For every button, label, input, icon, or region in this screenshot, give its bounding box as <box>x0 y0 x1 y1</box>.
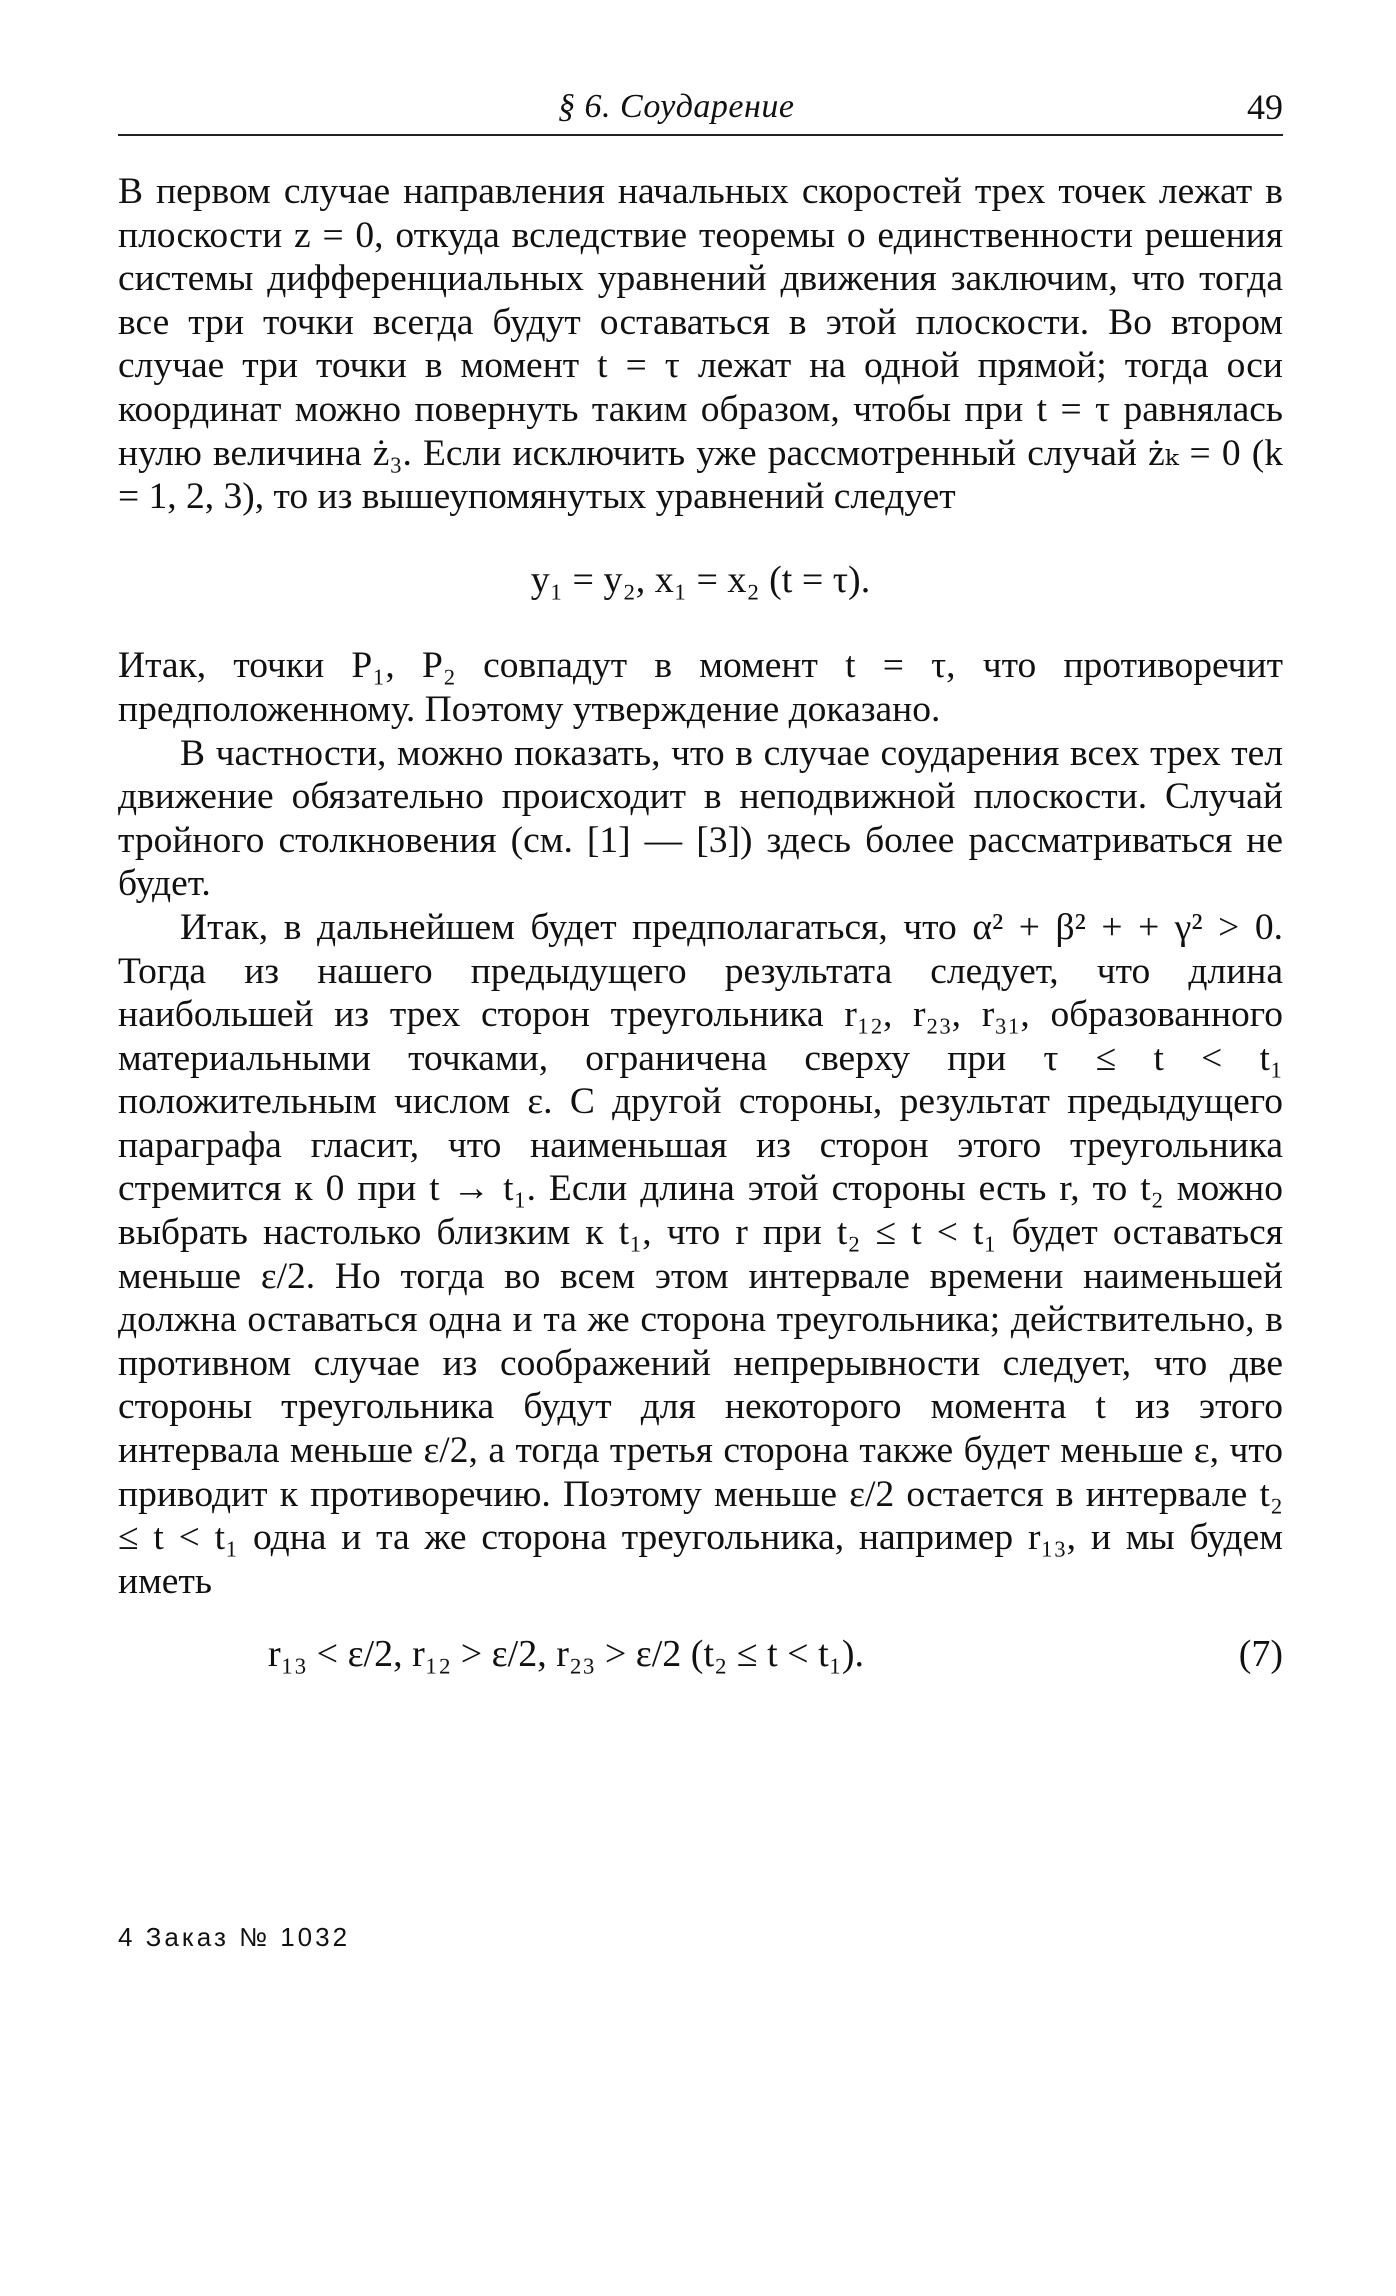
paragraph-2: Итак, точки P₁, P₂ совпадут в момент t = τ, что противоречит предположенному. Поэтому утверждение доказано. <box>118 645 1283 730</box>
page-number: 49 <box>1247 87 1283 127</box>
main-text <box>118 170 1283 1685</box>
paragraph-1: В первом случае направления начальных скоростей трех точек лежат в плоскости z = 0, откуда вследствие теоремы о единственности решения системы дифференциальных уравнений движения заключим, что тогда все три точки всегда будут оставаться в этой плоскости. Во втором случае три точки в момент t = τ лежат на одной прямой; тогда оси координат можно повернуть таким образом, чтобы при t = τ равнялась нулю величина ż₃. Если исключить уже рассмотренный случай żₖ = 0 (k = 1, 2, 3), то из вышеупомянутых уравнений следует <box>118 171 1283 518</box>
equation-7-expression: r₁₃ < ε/2, r₁₂ > ε/2, r₂₃ > ε/2 (t₂ ≤ t < t₁). <box>268 1633 865 1676</box>
printer-signature-mark: 4 Заказ № 1032 <box>118 1922 351 1952</box>
equation-7 <box>118 1633 1283 1685</box>
section-title: § 6. Соударение <box>558 88 795 125</box>
paragraph-4: Итак, в дальнейшем будет предполагаться, что α² + β² + + γ² > 0. Тогда из нашего предыдущего результата следует, что длина наибольшей из трех сторон треугольника r₁₂, r₂₃, r₃₁, образованного материальными точками, ограничена сверху при τ ≤ t < t₁ положительным числом ε. С другой стороны, результат предыдущего параграфа гласит, что наименьшая из сторон этого треугольника стремится к 0 при t → t₁. Если длина этой стороны есть r, то t₂ можно выбрать настолько близким к t₁, что r при t₂ ≤ t < t₁ будет оставаться меньше ε/2. Но тогда во всем этом интервале времени наименьшей должна оставаться одна и та же сторона треугольника; действительно, в противном случае из соображений непрерывности следует, что две стороны треугольника будут для некоторого момента t из этого интервала меньше ε/2, а тогда третья сторона также будет меньше ε, что приводит к противоречию. Поэтому меньше ε/2 остается в интервале t₂ ≤ t < t₁ одна и та же сторона треугольника, например r₁₃, и мы будем иметь <box>118 906 1283 1602</box>
paragraph-3: В частности, можно показать, что в случае соударения всех трех тел движение обязательно происходит в неподвижной плоскости. Случай тройного столкновения (см. [1] — [3]) здесь более рассматриваться не будет. <box>118 732 1283 905</box>
formula-coincidence: y₁ = y₂, x₁ = x₂ (t = τ). <box>530 558 871 601</box>
equation-7-number: (7) <box>1238 1633 1283 1676</box>
running-header <box>118 84 1283 136</box>
